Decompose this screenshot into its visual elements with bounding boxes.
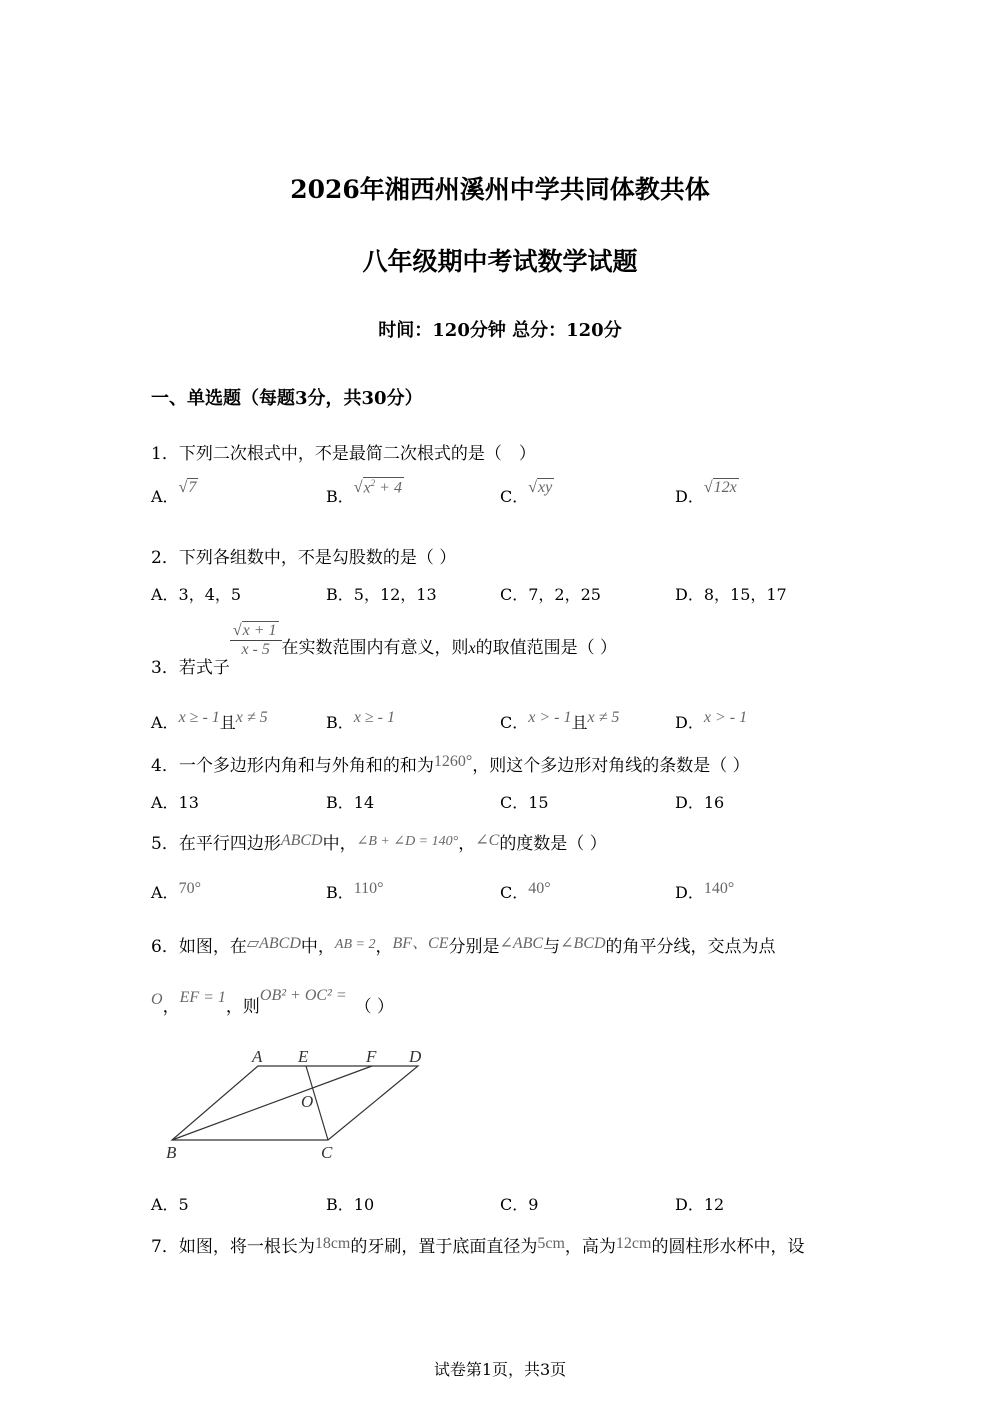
q3-option-d: D．x > - 1 bbox=[675, 709, 748, 732]
fig-label-a: A bbox=[252, 1047, 263, 1066]
fig-label-f: F bbox=[366, 1047, 377, 1066]
q3-option-b: B．x ≥ - 1 bbox=[326, 709, 395, 732]
q3-option-a: A．x ≥ - 1且x ≠ 5 bbox=[151, 709, 268, 732]
q4-option-d: D．16 bbox=[675, 793, 725, 812]
q4-option-b: B．14 bbox=[326, 793, 375, 812]
q2-option-a: A．3，4，5 bbox=[151, 585, 242, 604]
page-footer: 试卷第1页，共3页 bbox=[433, 1360, 567, 1379]
q3-option-c: C．x > - 1且x ≠ 5 bbox=[500, 709, 620, 732]
q6-option-b: B．10 bbox=[326, 1195, 375, 1214]
exam-title-line1: 2026年湘西州溪州中学共同体教共体 bbox=[290, 175, 710, 204]
fig-label-c: C bbox=[321, 1143, 333, 1162]
exam-time-info: 时间：120分钟 总分：120分 bbox=[378, 320, 622, 341]
q2-option-c: C．7，2，25 bbox=[500, 585, 601, 604]
question-5-stem: 5．在平行四边形ABCD中，$^{\angle B + \angle D = 140^\circ}$，∠C的度数是（ ） bbox=[151, 832, 607, 854]
q4-option-c: C．15 bbox=[500, 793, 549, 812]
exam-title-line2: 八年级期中考试数学试题 bbox=[362, 247, 638, 276]
q5-option-a: A．70° bbox=[151, 880, 201, 902]
parallelogram-abcd bbox=[172, 1066, 418, 1140]
q6-option-a: A．5 bbox=[151, 1195, 189, 1214]
q1-option-a: A．√7 bbox=[151, 479, 197, 506]
q6-option-c: C．9 bbox=[500, 1195, 539, 1214]
q5-option-c: C．40° bbox=[500, 880, 551, 902]
q3-fraction: $\frac{√x + 1}{x - 5}$ bbox=[230, 621, 282, 659]
question-6-stem-line2: O，EF = 1，则OB² + OC² =（ ） bbox=[151, 987, 395, 1017]
question-1-stem: 1．下列二次根式中，不是最简二次根式的是（ ） bbox=[151, 444, 536, 464]
q2-option-b: B．5，12，13 bbox=[326, 585, 437, 604]
section-heading-single-choice: 一、单选题（每题3分，共30分） bbox=[151, 388, 423, 409]
question-2-stem: 2．下列各组数中，不是勾股数的是（ ） bbox=[151, 548, 457, 568]
q6-option-d: D．12 bbox=[675, 1195, 725, 1214]
q2-option-d: D．8，15，17 bbox=[675, 585, 787, 604]
q1-option-b: B．$√x^2 + 4$ bbox=[326, 477, 402, 506]
q4-option-a: A．13 bbox=[151, 793, 199, 812]
question-3-stem: 3．若式子 $\frac{√x + 1}{x - 5}$ 在实数范围内有意义，则x的取值范围是（ ） bbox=[151, 622, 618, 678]
fig-label-e: E bbox=[298, 1047, 309, 1066]
q5-option-b: B．110° bbox=[326, 880, 384, 902]
question-6-stem-line1: 6．如图，在▱ABCD中，$^{AB = 2}$，BF、CE分别是∠ABC与∠BCD的角平分线，交点为点 bbox=[151, 935, 776, 957]
question-4-stem: 4．一个多边形内角和与外角和的和为1260°，则这个多边形对角线的条数是（ ） bbox=[151, 753, 750, 776]
q5-option-d: D．140° bbox=[675, 880, 735, 902]
q1-option-c: C．√xy bbox=[500, 479, 553, 506]
fig-label-d: D bbox=[409, 1047, 422, 1066]
fig-label-b: B bbox=[166, 1143, 177, 1162]
parallelogram-figure bbox=[150, 1040, 450, 1170]
question-7-stem: 7．如图，将一根长为18cm的牙刷，置于底面直径为5cm，高为12cm的圆柱形水杯中，设 bbox=[151, 1235, 805, 1257]
fig-label-o: O bbox=[301, 1092, 314, 1111]
q1-option-d: D．√12x bbox=[675, 479, 737, 506]
